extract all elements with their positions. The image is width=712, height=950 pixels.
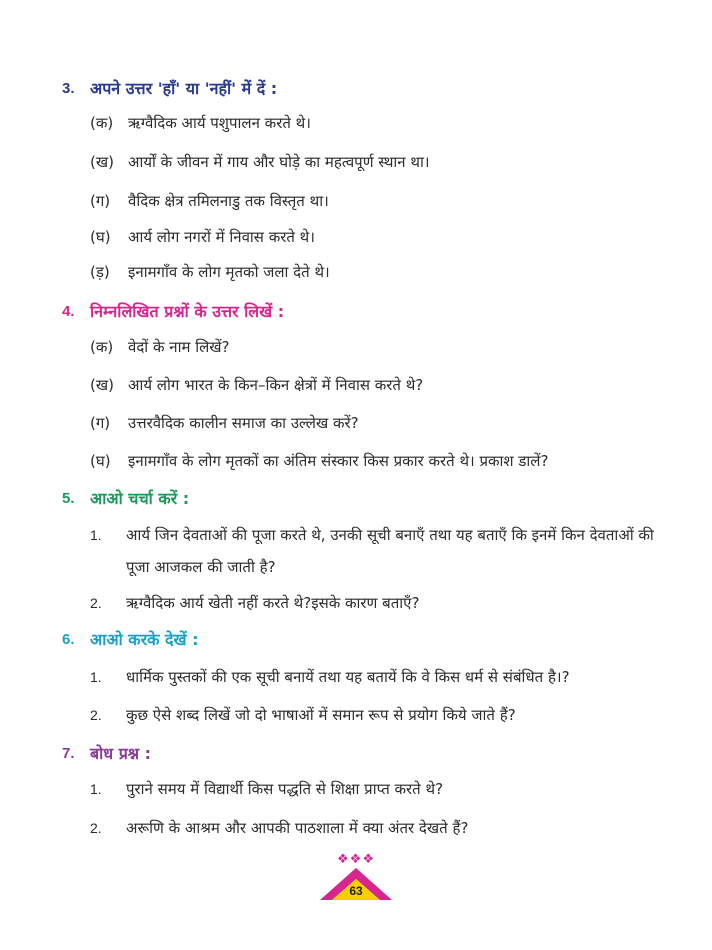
section-6-heading <box>62 625 199 653</box>
item-marker: (क) <box>90 114 114 132</box>
item-marker: (घ) <box>90 452 111 470</box>
list-item <box>90 257 330 287</box>
item-marker: (घ) <box>90 228 111 246</box>
list-item <box>90 408 359 438</box>
item-text: वैदिक क्षेत्र तमिलनाडु तक विस्तृत था। <box>128 192 329 210</box>
list-item <box>90 186 329 216</box>
section-number: 3. <box>62 79 75 97</box>
item-marker: 2. <box>90 595 102 611</box>
section-title: निम्नलिखित प्रश्नों के उत्तर लिखें : <box>90 302 285 321</box>
item-marker: (क) <box>90 338 114 356</box>
item-marker: 2. <box>90 820 102 836</box>
section-number: 6. <box>62 630 75 648</box>
item-marker: (ख) <box>90 153 114 171</box>
item-marker: (ग) <box>90 414 111 432</box>
item-marker: 1. <box>90 781 102 797</box>
list-item <box>90 662 570 692</box>
section-4-heading <box>62 297 284 325</box>
item-marker: (ग) <box>90 192 111 210</box>
list-item <box>90 588 419 618</box>
list-item <box>90 222 315 252</box>
section-5-heading <box>62 484 189 512</box>
item-marker: (ख) <box>90 376 114 394</box>
item-text: अरूणि के आश्रम और आपकी पाठशाला में क्या अंतर देखते हैं? <box>126 819 469 837</box>
list-item <box>90 332 229 362</box>
section-7-heading <box>62 739 151 767</box>
item-text: इनामगाँव के लोग मृतकों का अंतिम संस्कार किस प्रकार करते थे। प्रकाश डालें? <box>128 452 549 470</box>
page-number: 63 <box>349 884 363 898</box>
item-text: धार्मिक पुस्तकों की एक सूची बनायें तथा यह बतायें कि वे किस धर्म से संबंधित है।? <box>126 668 570 686</box>
item-text: ऋग्वैदिक आर्य पशुपालन करते थे। <box>128 114 311 132</box>
item-text: कुछ ऐसे शब्द लिखें जो दो भाषाओं में समान रूप से प्रयोग किये जाते हैं? <box>126 706 516 724</box>
section-title: आओ करके देखें : <box>90 630 199 649</box>
list-item <box>90 446 548 476</box>
item-text: ऋग्वैदिक आर्य खेती नहीं करते थे?इसके कारण बताएँ? <box>126 594 420 612</box>
section-title: अपने उत्तर 'हाँ' या 'नहीं' में दें : <box>90 79 278 98</box>
list-item <box>90 108 311 138</box>
page-number-badge <box>318 852 394 912</box>
item-marker: 2. <box>90 707 102 723</box>
item-text: वेदों के नाम लिखें? <box>128 338 230 356</box>
section-title: आओ चर्चा करें : <box>90 489 190 508</box>
item-text: इनामगाँव के लोग मृतको जला देते थे। <box>128 263 330 281</box>
list-item <box>90 147 430 177</box>
item-text: आर्य जिन देवताओं की पूजा करते थे, उनकी सूची बनाएँ तथा यह बताएँ कि इनमें किन देवताओं की पूजा आजकल की जाती है? <box>126 526 654 576</box>
section-title: बोध प्रश्न : <box>90 744 152 763</box>
section-number: 5. <box>62 489 75 507</box>
section-number: 7. <box>62 744 75 762</box>
item-marker: 1. <box>90 669 102 685</box>
item-text: आर्य लोग नगरों में निवास करते थे। <box>128 228 315 246</box>
list-item <box>90 774 443 804</box>
item-text: आर्यों के जीवन में गाय और घोड़े का महत्वपूर्ण स्थान था। <box>128 153 430 171</box>
list-item <box>90 519 670 583</box>
list-item <box>90 813 468 843</box>
item-marker: 1. <box>90 527 102 543</box>
list-item <box>90 370 423 400</box>
section-3-heading <box>62 74 277 102</box>
item-text: पुराने समय में विद्यार्थी किस पद्धति से शिक्षा प्राप्त करते थे? <box>126 780 444 798</box>
item-text: आर्य लोग भारत के किन–किन क्षेत्रों में निवास करते थे? <box>128 376 424 394</box>
section-number: 4. <box>62 302 75 320</box>
item-marker: (ड़) <box>90 263 110 281</box>
item-text: उत्तरवैदिक कालीन समाज का उल्लेख करें? <box>128 414 359 432</box>
list-item <box>90 700 516 730</box>
ornament-dots: ❖❖❖ <box>337 852 375 867</box>
